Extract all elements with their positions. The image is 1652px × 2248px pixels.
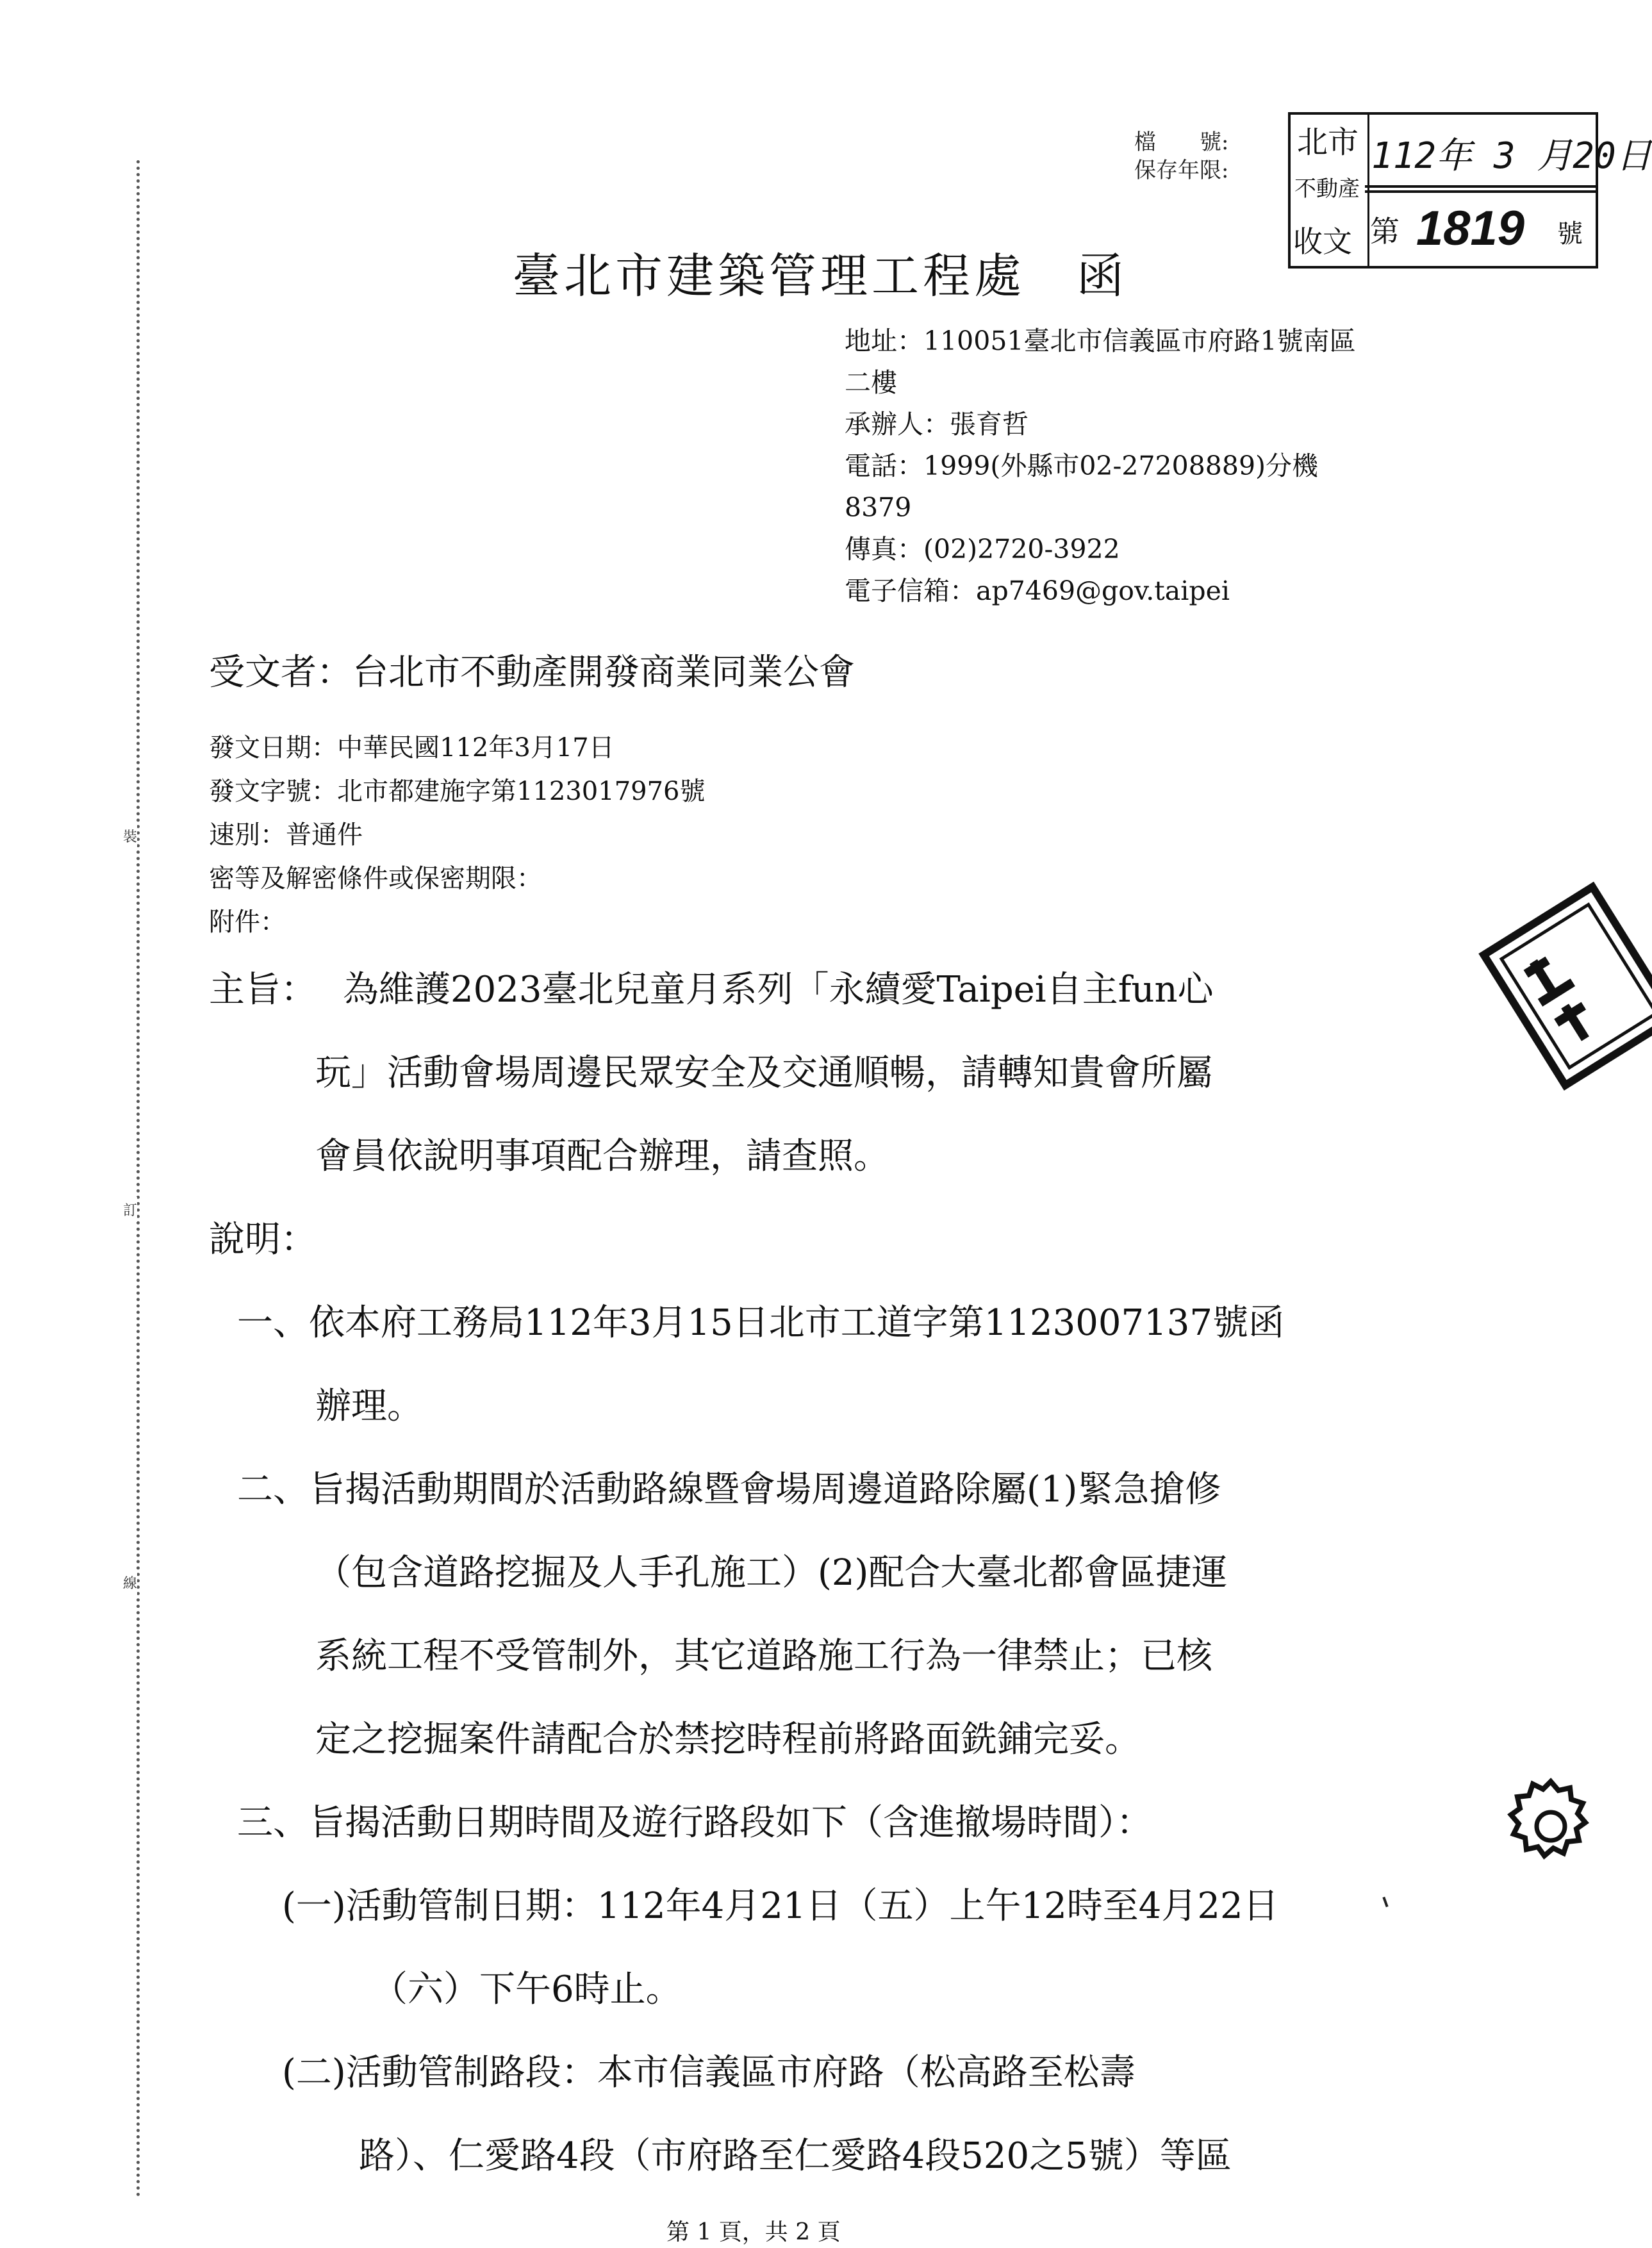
subject-line-2: 玩」活動會場周邊民眾安全及交通順暢，請轉知貴會所屬 bbox=[315, 1052, 1212, 1094]
stamp-number-suffix: 號 bbox=[1557, 219, 1583, 249]
handler: 承辦人：張育哲 bbox=[845, 409, 1028, 440]
item-2-line-3: 系統工程不受管制外，其它道路施工行為一律禁止；已核 bbox=[315, 1635, 1212, 1677]
issue-date: 發文日期：中華民國112年3月17日 bbox=[209, 733, 615, 763]
stamp-number-prefix: 第 bbox=[1370, 214, 1400, 249]
subject-line-3: 會員依說明事項配合辦理，請查照。 bbox=[315, 1136, 889, 1177]
binding-dotted-line bbox=[136, 160, 140, 2198]
sub-item-2-line-2: 路）、仁愛路4段（市府路至仁愛路4段520之5號）等區 bbox=[359, 2135, 1232, 2177]
receipt-stamp bbox=[1288, 112, 1652, 266]
item-1-line-1: 一、依本府工務局112年3月15日北市工道字第1123007137號函 bbox=[237, 1302, 1285, 1344]
subject-line-1: 為維護2023臺北兒童月系列「永續愛Taipei自主fun心 bbox=[343, 969, 1214, 1011]
stamp-org-mid: 不動產 bbox=[1294, 176, 1360, 202]
phone-line-1: 電話：1999(外縣市02-27208889)分機 bbox=[845, 450, 1319, 481]
stamp-date: 112年 3 月20日 bbox=[1371, 135, 1652, 177]
file-number-label: 檔 號: bbox=[1134, 129, 1229, 155]
fax: 傳真：(02)2720-3922 bbox=[845, 534, 1120, 565]
subject-label: 主旨： bbox=[209, 969, 317, 1011]
page-indicator: 第 1 頁，共 2 頁 bbox=[666, 2219, 841, 2245]
binding-char-xian: 線 bbox=[123, 1570, 137, 1595]
document-title: 臺北市建築管理工程處 函 bbox=[513, 249, 1128, 304]
address-line-1: 地址：110051臺北市信義區市府路1號南區 bbox=[845, 326, 1356, 356]
ink-speck bbox=[1382, 1897, 1388, 1907]
item-3-line-1: 三、旨揭活動日期時間及遊行路段如下（含進撤場時間）： bbox=[237, 1802, 1152, 1844]
stamp-org-bottom: 收文 bbox=[1293, 224, 1352, 259]
delivery-speed: 速別：普通件 bbox=[209, 820, 363, 850]
recipient: 受文者：台北市不動產開發商業同業公會 bbox=[209, 652, 855, 693]
stamp-org-top: 北市 bbox=[1297, 124, 1359, 160]
phone-line-2: 8379 bbox=[845, 492, 912, 523]
sub-item-1-line-1: (一)活動管制日期：112年4月21日（五）上午12時至4月22日 bbox=[282, 1885, 1279, 1927]
sub-item-2-line-1: (二)活動管制路段：本市信義區市府路（松高路至松壽 bbox=[282, 2052, 1136, 2094]
item-2-line-4: 定之挖掘案件請配合於禁挖時程前將路面銑鋪完妥。 bbox=[315, 1719, 1141, 1760]
email: 電子信箱：ap7469@gov.taipei bbox=[845, 575, 1230, 606]
item-1-line-2: 辦理。 bbox=[315, 1385, 423, 1427]
document-number: 發文字號：北市都建施字第1123017976號 bbox=[209, 777, 706, 806]
secrecy-level: 密等及解密條件或保密期限： bbox=[209, 864, 542, 893]
stamp-number: 1819 bbox=[1416, 201, 1525, 256]
retention-period-label: 保存年限: bbox=[1134, 158, 1229, 183]
seal-stamp-icon bbox=[1480, 897, 1589, 1102]
item-2-line-2: （包含道路挖掘及人手孔施工）(2)配合大臺北都會區捷運 bbox=[315, 1552, 1228, 1594]
explanation-label: 說明： bbox=[209, 1219, 317, 1260]
partial-seal-icon bbox=[1499, 1756, 1589, 1884]
address-line-2: 二樓 bbox=[845, 367, 897, 398]
item-2-line-1: 二、旨揭活動期間於活動路線暨會場周邊道路除屬(1)緊急搶修 bbox=[237, 1469, 1221, 1510]
binding-char-zhuang: 裝 bbox=[123, 823, 137, 848]
sub-item-1-line-2: （六）下午6時止。 bbox=[372, 1969, 682, 2010]
binding-char-ding: 訂 bbox=[123, 1197, 137, 1222]
attachment: 附件： bbox=[209, 907, 286, 937]
